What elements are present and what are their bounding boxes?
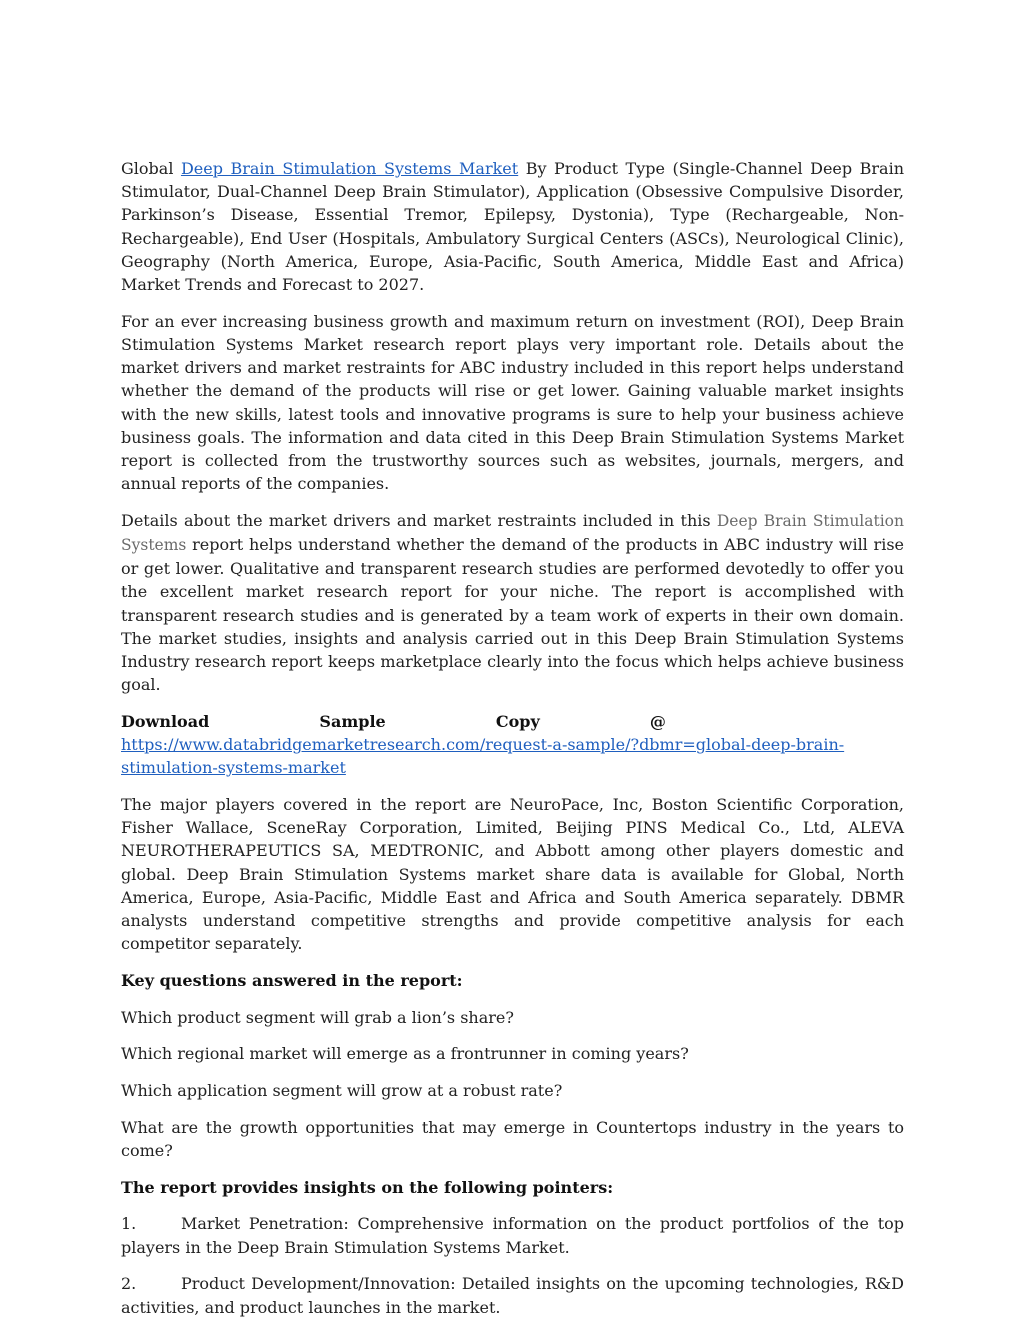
question-item: Which application segment will grow at a robust rate? [121,1081,563,1101]
question-item: What are the growth opportunities that may emerge in Countertops industry in the years to come? [121,1117,904,1161]
pointer-number: 1. [121,1214,137,1234]
drivers-rest: report helps understand whether the demand of the products in ABC industry will rise or get lower. Qualitative and transparent research studies are performed devotedly to offer you the excellent market research report for your niche. The report is accomplished with transparent research studies and is generated by a team work of experts in their own domain. The market studies, insights and analysis carried out in this Deep Brain Stimulation Systems Industry research report keeps marketplace clearly into the focus which helps achieve business goal. [121,535,904,695]
key-questions-heading: Key questions answered in the report: [121,971,463,990]
pointer-item [121,1272,904,1318]
pointer-number: 2. [121,1274,137,1294]
intro-lead: Global [121,159,181,178]
pointer-text: Product Development/Innovation: Detailed insights on the upcoming technologies, R&D activities, and product launches in the market. [121,1274,904,1317]
download-sample-link[interactable]: https://www.databridgemarketresearch.com/request-a-sample/?dbmr=global-deep-brain-stimulation-systems-market [121,735,845,778]
pointers-heading: The report provides insights on the following pointers: [121,1177,614,1197]
intro-rest: By Product Type (Single-Channel Deep Brain Stimulator, Dual-Channel Deep Brain Stimulator), Application (Obsessive Compulsive Disorder, Parkinson’s Disease, Essential Tremor, Epilepsy, Dystonia), Type (Rechargeable, Non-Rechargeable), End User (Hospitals, Ambulatory Surgical Centers (ASCs), Neurological Clinic), Geography (North America, Europe, Asia-Pacific, South America, Middle East and Africa) Market Trends and Forecast to 2027. [121,159,905,295]
document-page [121,157,904,1332]
question-item: Which regional market will emerge as a frontrunner in coming years? [121,1044,689,1064]
players-paragraph: The major players covered in the report are NeuroPace, Inc, Boston Scientific Corporation, Fisher Wallace, SceneRay Corporation, Limited, Beijing PINS Medical Co., Ltd, ALEVA NEUROTHERAPEUTICS SA, MEDTRONIC, and Abbott among other players domestic and global. Deep Brain Stimulation Systems market share data is available for Global, North America, Europe, Asia-Pacific, Middle East and Africa and South America separately. DBMR analysts understand competitive strengths and provide competitive analysis for each competitor separately. [121,795,904,954]
drivers-inline-link[interactable]: Deep Brain Stimulation Systems [121,511,904,555]
pointer-text: Market Penetration: Comprehensive information on the product portfolios of the top players in the Deep Brain Stimulation Systems Market. [121,1214,904,1257]
pointer-item [121,1212,904,1258]
question-item: Which product segment will grab a lion’s share? [121,1007,514,1027]
drivers-paragraph [121,509,904,697]
roi-paragraph: For an ever increasing business growth and maximum return on investment (ROI), Deep Brain Stimulation Systems Market research report plays very important role. Details about the market drivers and market restraints for ABC industry included in this report helps understand whether the demand of the products will rise or get lower. Gaining valuable market insights with the new skills, latest tools and innovative programs is sure to help your business achieve business goals. The information and data cited in this Deep Brain Stimulation Systems Market report is collected from the trustworthy sources such as websites, journals, mergers, and annual reports of the companies. [121,311,904,494]
market-title-link[interactable]: Deep Brain Stimulation Systems Market [180,159,519,178]
intro-paragraph [121,157,904,296]
download-paragraph [121,710,904,780]
drivers-lead: Details about the market drivers and market restraints included in this [121,510,717,530]
download-label: Download Sample Copy @ [121,711,666,731]
